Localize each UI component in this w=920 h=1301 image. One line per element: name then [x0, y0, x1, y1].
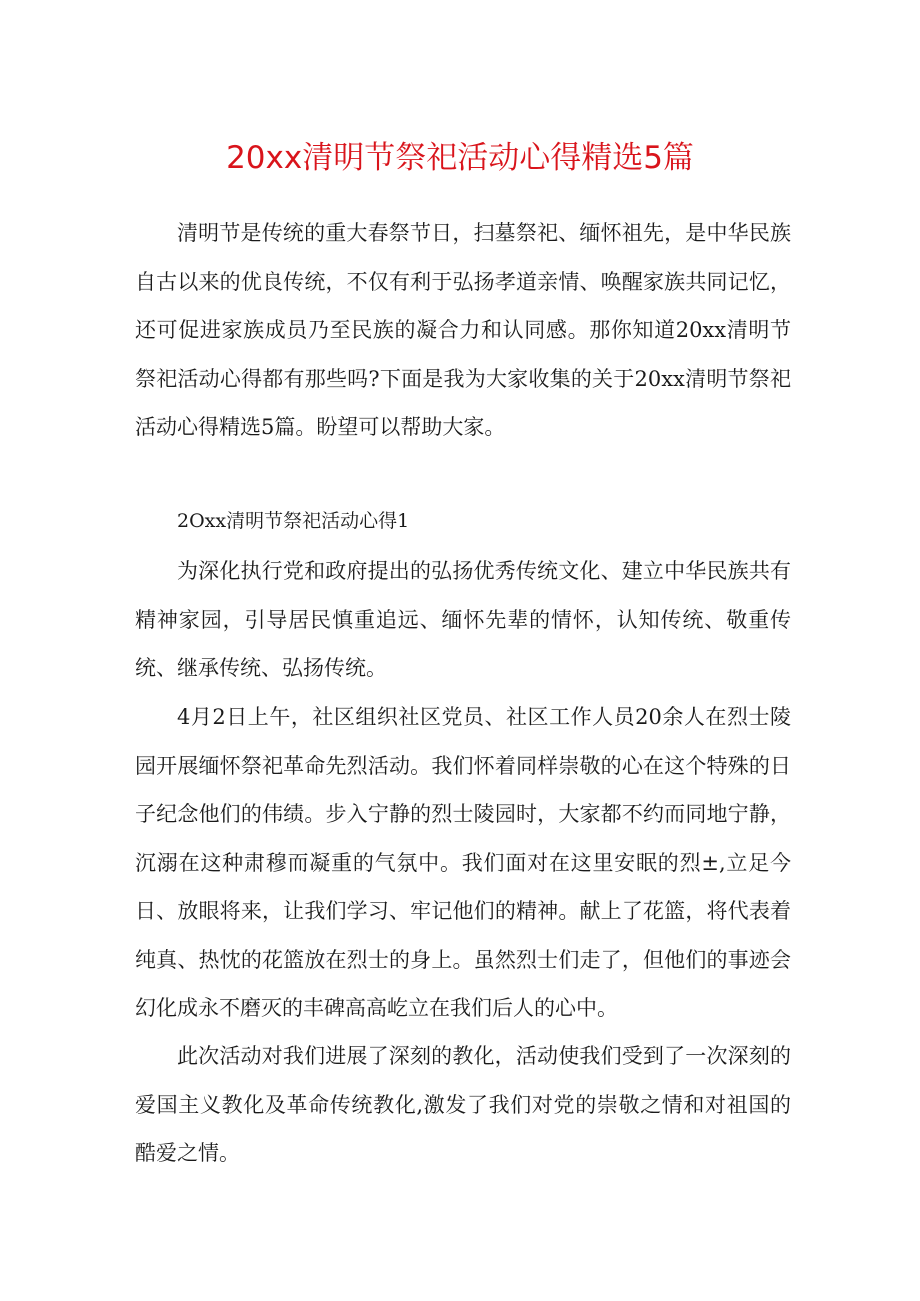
section-heading: 2Oxx清明节祭祀活动心得1	[177, 510, 410, 532]
intro-paragraph: 清明节是传统的重大春祭节日，扫墓祭祀、缅怀祖先，是中华民族自古以来的优良传统，不仅有利于弘扬孝道亲情、唤醒家族共同记忆，还可促进家族成员乃至民族的凝合力和认同感。那你知道20xx清明节祭祀活动心得都有那些吗?下面是我为大家收集的关于20xx清明节祭祀活动心得精选5篇。盼望可以帮助大家。	[135, 221, 791, 439]
document-title: 20xx清明节祭祀活动心得精选5篇	[226, 140, 694, 176]
body-paragraph-3: 此次活动对我们进展了深刻的教化，活动使我们受到了一次深刻的爱国主义教化及革命传统教化,激发了我们对党的崇敬之情和对祖国的酷爱之情。	[135, 1044, 791, 1165]
body-paragraph-2: 4月2日上午，社区组织社区党员、社区工作人员20余人在烈士陵园开展缅怀祭祀革命先烈活动。我们怀着同样崇敬的心在这个特殊的日子纪念他们的伟绩。步入宁静的烈士陵园时，大家都不约而同地宁静，沉溺在这种肃穆而凝重的气氛中。我们面对在这里安眠的烈±,立足今日、放眼将来，让我们学习、牢记他们的精神。献上了花篮，将代表着纯真、热忱的花篮放在烈士的身上。虽然烈士们走了，但他们的事迹会幻化成永不磨灭的丰碑高高屹立在我们后人的心中。	[135, 705, 791, 1020]
body-paragraph-1: 为深化执行党和政府提出的弘扬优秀传统文化、建立中华民族共有精神家园，引导居民慎重追远、缅怀先辈的情怀，认知传统、敬重传统、继承传统、弘扬传统。	[135, 559, 791, 680]
